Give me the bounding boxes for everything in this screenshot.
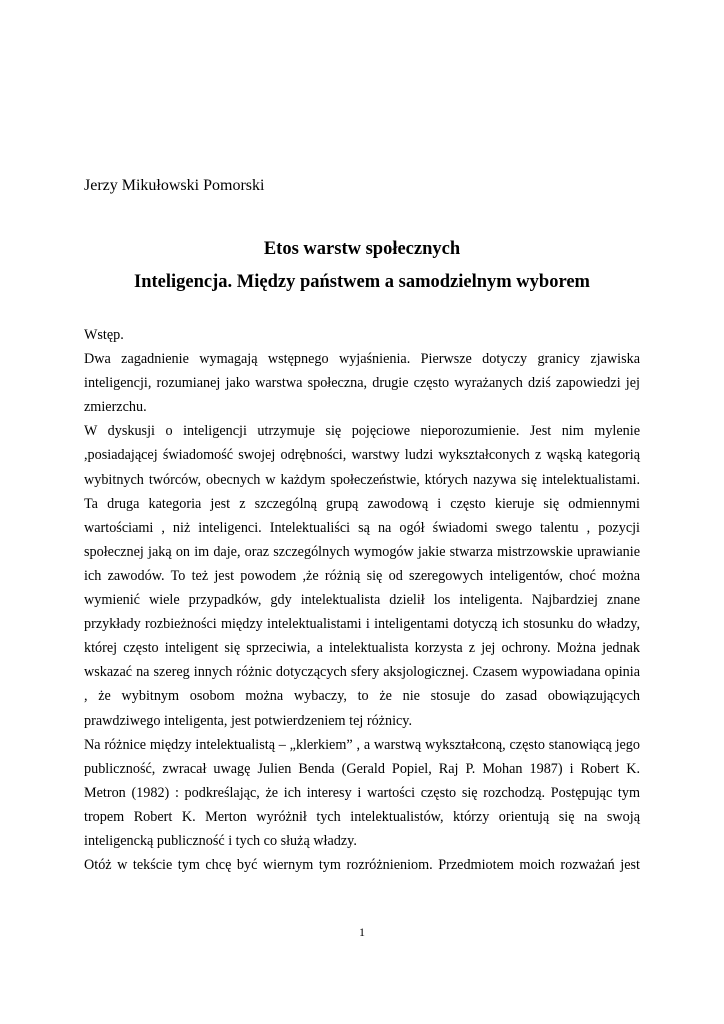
text-line: zmierzchu.: [84, 399, 147, 416]
text-line: wskazać na szereg innych różnic dotyczących sfery aksjologicznej. Czasem wypowiadana opinia: [84, 664, 640, 681]
text-line: prawdziwego inteligenta, jest potwierdzeniem tej różnicy.: [84, 712, 413, 729]
text-line: Ta druga kategoria jest z szczególną grupą zawodową i często kieruje się odmiennymi: [84, 495, 640, 512]
text-line: której często inteligent się sprzeciwia, a intelektualista korzysta z jej ochrony. Można jednak: [84, 640, 640, 657]
text-line: , że wybitnym osobom można wybaczy, to że nie stosuje do zasad obowiązujących: [84, 688, 640, 705]
text-line: ich zawodów. To też jest powodem ,że różnią się od szeregowych inteligentów, choć można: [84, 567, 640, 584]
text-line: wybitnych twórców, obecnych w każdym społeczeństwie, których nazywa się intelektualistami.: [84, 471, 640, 488]
text-line: przykłady rozbieżności między intelektualistami i inteligentami dotyczą ich stosunku do władzy,: [84, 616, 640, 633]
text-line: inteligencką publiczność i tych co służą władzy.: [84, 832, 357, 849]
text-line: Otóż w tekście tym chcę być wiernym tym rozróżnieniom. Przedmiotem moich rozważań jest: [84, 857, 640, 874]
text-line: wartościami , niż inteligenci. Intelektualiści są na ogół świadomi swego talentu , pozycji: [84, 519, 640, 536]
document-title: Etos warstw społecznych: [263, 239, 461, 259]
text-line: W dyskusji o inteligencji utrzymuje się pojęciowe nieporozumienie. Jest nim mylenie: [84, 423, 640, 440]
body-text: [84, 323, 640, 877]
page-number: 1: [359, 925, 365, 939]
text-line: społecznej jaką on im daje, oraz szczególnych wymogów jakie stwarza mistrzowskie uprawianie: [84, 543, 640, 560]
text-line: ,posiadającej świadomość swojej odrębności, warstwy ludzi wykształconych z wąską kategorią: [84, 447, 640, 464]
text-line: Metron (1982) : podkreślając, że ich interesy i wartości często się rozchodzą. Postępując tym: [84, 784, 640, 801]
text-line: Dwa zagadnienie wymagają wstępnego wyjaśnienia. Pierwsze dotyczy granicy zjawiska: [84, 351, 640, 368]
text-line: publiczność, zwracał uwagę Julien Benda (Gerald Popiel, Raj P. Mohan 1987) i Robert K.: [84, 760, 640, 777]
text-line: tropem Robert K. Merton wyróżnił tych intelektualistów, którzy orientują się na swoją: [84, 808, 640, 825]
text-line: inteligencji, rozumianej jako warstwa społeczna, drugie często wyrażanych dziś zapowiedzi jej: [84, 375, 640, 392]
text-line: wymienić wiele przypadków, gdy intelektualista dzielił los inteligenta. Najbardziej znane: [84, 592, 640, 609]
author-name: Jerzy Mikułowski Pomorski: [84, 177, 265, 194]
document-subtitle: Inteligencja. Między państwem a samodzielnym wyborem: [134, 272, 590, 292]
text-line: Na różnice między intelektualistą – „klerkiem” , a warstwą wykształconą, często stanowiącą jego: [84, 736, 640, 753]
text-line: Wstęp.: [84, 327, 124, 343]
